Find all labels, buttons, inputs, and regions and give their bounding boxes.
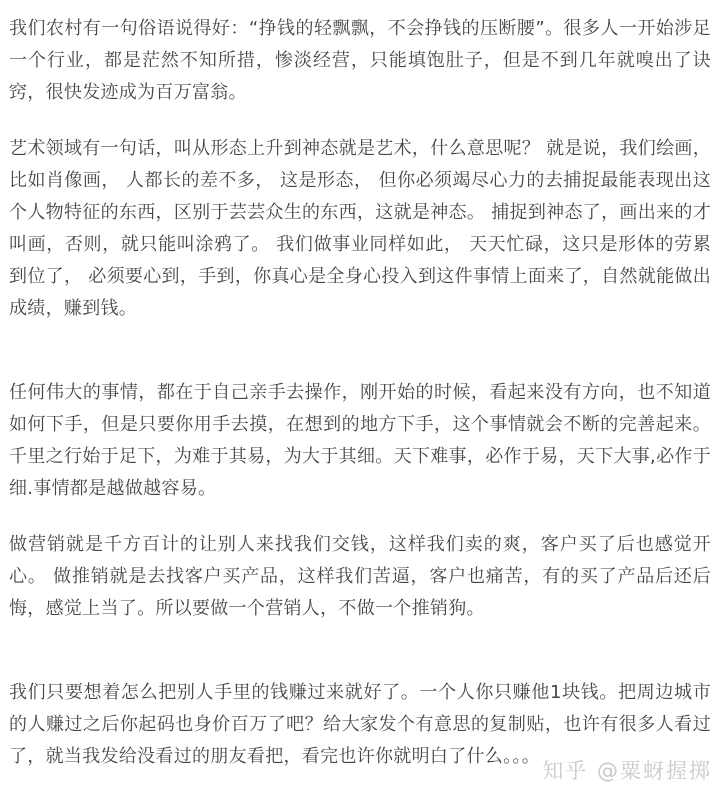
paragraph-art: 艺术领域有一句话，叫从形态上升到神态就是艺术，什么意思呢？ 就是说，我们绘画，比如肖像画， 人都长的差不多， 这是形态， 但你必须竭尽心力的去捕捉最能表现出这个人物特征的东西，区别于芸芸众生的东西，这就是神态。 捕捉到神态了，画出来的才叫画，否则，就只能叫涂鸦了。 我们做事业同样如此， 天天忙碌，这只是形体的劳累到位了， 必须要心到，手到，你真心是全身心投入到这件事情上面来了，自然就能做出成绩，赚到钱。 — [9, 138, 711, 319]
paragraph-marketing: 做营销就是千方百计的让别人来找我们交钱，这样我们卖的爽，客户买了后也感觉开心。 做推销就是去找客户买产品，这样我们苦逼，客户也痛苦，有的买了产品后还后悔，感觉上当了。所以要做一个营销人，不做一个推销狗。 — [9, 534, 711, 619]
paragraph-money: 我们只要想着怎么把别人手里的钱赚过来就好了。一个人你只赚他1块钱。把周边城市的人赚过之后你起码也身价百万了吧？给大家发个有意思的复制贴，也许有很多人看过了，就当我发给没看过的朋友看把，看完也许你就明白了什么。。。 — [9, 682, 711, 767]
zhihu-watermark: 知乎 @粟蚜握掷 — [542, 759, 712, 783]
paragraph-proverb: 我们农村有一句俗语说得好：“挣钱的轻飘飘，不会挣钱的压断腰”。很多人一开始涉足一个行业，都是茫然不知所措，惨淡经营，只能填饱肚子，但是不到几年就嗅出了诀窍，很快发迹成为百万富翁。 — [9, 18, 711, 103]
paragraph-greatness: 任何伟大的事情，都在于自己亲手去操作，刚开始的时候，看起来没有方向，也不知道如何下手，但是只要你用手去摸，在想到的地方下手，这个事情就会不断的完善起来。千里之行始于足下，为难于其易，为大于其细。天下难事，必作于易，天下大事,必作于细.事情都是越做越容易。 — [9, 382, 711, 499]
